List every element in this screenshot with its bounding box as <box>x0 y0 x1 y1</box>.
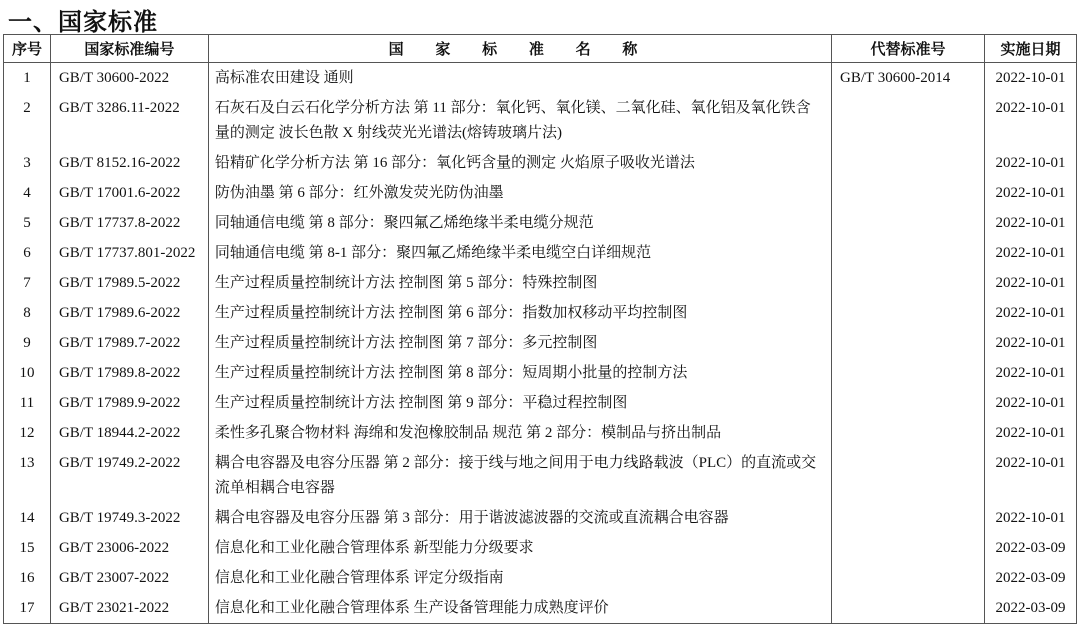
standard-code: GB/T 19749.2-2022 <box>50 448 208 503</box>
standard-name: 信息化和工业化融合管理体系 生产设备管理能力成熟度评价 <box>208 593 831 624</box>
header-date: 实施日期 <box>985 35 1077 63</box>
standard-name: 生产过程质量控制统计方法 控制图 第 6 部分：指数加权移动平均控制图 <box>208 298 831 328</box>
standard-name: 耦合电容器及电容分压器 第 2 部分：接于线与地之间用于电力线路载波（PLC）的直流或交流单相耦合电容器 <box>208 448 831 503</box>
replaced-standard: GB/T 30600-2014 <box>832 63 985 94</box>
replaced-standard <box>832 208 985 238</box>
effective-date: 2022-10-01 <box>985 358 1077 388</box>
standard-code: GB/T 23006-2022 <box>50 533 208 563</box>
replaced-standard <box>832 388 985 418</box>
row-number: 1 <box>4 63 51 94</box>
replaced-standard <box>832 178 985 208</box>
standard-name: 生产过程质量控制统计方法 控制图 第 8 部分：短周期小批量的控制方法 <box>208 358 831 388</box>
effective-date: 2022-10-01 <box>985 268 1077 298</box>
row-number: 16 <box>4 563 51 593</box>
row-number: 11 <box>4 388 51 418</box>
standard-code: GB/T 30600-2022 <box>50 63 208 94</box>
standard-name: 柔性多孔聚合物材料 海绵和发泡橡胶制品 规范 第 2 部分：模制品与挤出制品 <box>208 418 831 448</box>
row-number: 2 <box>4 93 51 148</box>
table-row <box>4 418 1077 448</box>
table-row <box>4 328 1077 358</box>
standard-code: GB/T 17989.8-2022 <box>50 358 208 388</box>
standard-name: 信息化和工业化融合管理体系 新型能力分级要求 <box>208 533 831 563</box>
row-number: 4 <box>4 178 51 208</box>
standard-code: GB/T 17989.7-2022 <box>50 328 208 358</box>
standard-name: 生产过程质量控制统计方法 控制图 第 5 部分：特殊控制图 <box>208 268 831 298</box>
table-row <box>4 533 1077 563</box>
standard-name: 生产过程质量控制统计方法 控制图 第 9 部分：平稳过程控制图 <box>208 388 831 418</box>
standard-name: 高标准农田建设 通则 <box>208 63 831 94</box>
table-row <box>4 388 1077 418</box>
table-row <box>4 503 1077 533</box>
row-number: 14 <box>4 503 51 533</box>
row-number: 17 <box>4 593 51 624</box>
effective-date: 2022-10-01 <box>985 93 1077 148</box>
standard-name: 信息化和工业化融合管理体系 评定分级指南 <box>208 563 831 593</box>
standard-name: 同轴通信电缆 第 8-1 部分：聚四氟乙烯绝缘半柔电缆空白详细规范 <box>208 238 831 268</box>
replaced-standard <box>832 533 985 563</box>
row-number: 12 <box>4 418 51 448</box>
effective-date: 2022-10-01 <box>985 388 1077 418</box>
row-number: 7 <box>4 268 51 298</box>
header-code: 国家标准编号 <box>50 35 208 63</box>
row-number: 3 <box>4 148 51 178</box>
replaced-standard <box>832 268 985 298</box>
replaced-standard <box>832 93 985 148</box>
standard-code: GB/T 19749.3-2022 <box>50 503 208 533</box>
row-number: 8 <box>4 298 51 328</box>
table-row <box>4 208 1077 238</box>
table-row <box>4 358 1077 388</box>
section-title: 一、国家标准 <box>8 8 158 36</box>
standard-code: GB/T 23007-2022 <box>50 563 208 593</box>
replaced-standard <box>832 418 985 448</box>
replaced-standard <box>832 148 985 178</box>
table-row <box>4 298 1077 328</box>
effective-date: 2022-10-01 <box>985 418 1077 448</box>
row-number: 5 <box>4 208 51 238</box>
effective-date: 2022-10-01 <box>985 178 1077 208</box>
standard-code: GB/T 23021-2022 <box>50 593 208 624</box>
standard-name: 同轴通信电缆 第 8 部分：聚四氟乙烯绝缘半柔电缆分规范 <box>208 208 831 238</box>
table-row <box>4 178 1077 208</box>
row-number: 10 <box>4 358 51 388</box>
table-row <box>4 593 1077 624</box>
effective-date: 2022-03-09 <box>985 593 1077 624</box>
row-number: 13 <box>4 448 51 503</box>
replaced-standard <box>832 503 985 533</box>
replaced-standard <box>832 238 985 268</box>
national-standards-table <box>3 34 1077 624</box>
standard-code: GB/T 17737.801-2022 <box>50 238 208 268</box>
table-row <box>4 148 1077 178</box>
replaced-standard <box>832 593 985 624</box>
standard-code: GB/T 17737.8-2022 <box>50 208 208 238</box>
standard-code: GB/T 17989.5-2022 <box>50 268 208 298</box>
table-row <box>4 93 1077 148</box>
table-row <box>4 63 1077 94</box>
table-row <box>4 448 1077 503</box>
row-number: 6 <box>4 238 51 268</box>
effective-date: 2022-03-09 <box>985 533 1077 563</box>
effective-date: 2022-10-01 <box>985 238 1077 268</box>
replaced-standard <box>832 358 985 388</box>
standard-code: GB/T 3286.11-2022 <box>50 93 208 148</box>
effective-date: 2022-10-01 <box>985 63 1077 94</box>
standard-code: GB/T 8152.16-2022 <box>50 148 208 178</box>
standard-name: 生产过程质量控制统计方法 控制图 第 7 部分：多元控制图 <box>208 328 831 358</box>
standard-name: 防伪油墨 第 6 部分：红外激发荧光防伪油墨 <box>208 178 831 208</box>
table-row <box>4 563 1077 593</box>
standard-code: GB/T 18944.2-2022 <box>50 418 208 448</box>
row-number: 9 <box>4 328 51 358</box>
effective-date: 2022-03-09 <box>985 563 1077 593</box>
effective-date: 2022-10-01 <box>985 328 1077 358</box>
replaced-standard <box>832 563 985 593</box>
effective-date: 2022-10-01 <box>985 448 1077 503</box>
replaced-standard <box>832 328 985 358</box>
replaced-standard <box>832 298 985 328</box>
effective-date: 2022-10-01 <box>985 503 1077 533</box>
standard-name: 石灰石及白云石化学分析方法 第 11 部分：氧化钙、氧化镁、二氧化硅、氧化铝及氧化铁含量的测定 波长色散 X 射线荧光光谱法(熔铸玻璃片法) <box>208 93 831 148</box>
standard-name: 铅精矿化学分析方法 第 16 部分：氧化钙含量的测定 火焰原子吸收光谱法 <box>208 148 831 178</box>
row-number: 15 <box>4 533 51 563</box>
header-name: 国 家 标 准 名 称 <box>208 35 831 63</box>
effective-date: 2022-10-01 <box>985 208 1077 238</box>
table-header-row <box>4 35 1077 63</box>
replaced-standard <box>832 448 985 503</box>
standard-code: GB/T 17001.6-2022 <box>50 178 208 208</box>
standard-code: GB/T 17989.6-2022 <box>50 298 208 328</box>
header-no: 序号 <box>4 35 51 63</box>
effective-date: 2022-10-01 <box>985 298 1077 328</box>
table-row <box>4 268 1077 298</box>
effective-date: 2022-10-01 <box>985 148 1077 178</box>
table-row <box>4 238 1077 268</box>
standard-name: 耦合电容器及电容分压器 第 3 部分：用于谐波滤波器的交流或直流耦合电容器 <box>208 503 831 533</box>
header-replaces: 代替标准号 <box>832 35 985 63</box>
standard-code: GB/T 17989.9-2022 <box>50 388 208 418</box>
